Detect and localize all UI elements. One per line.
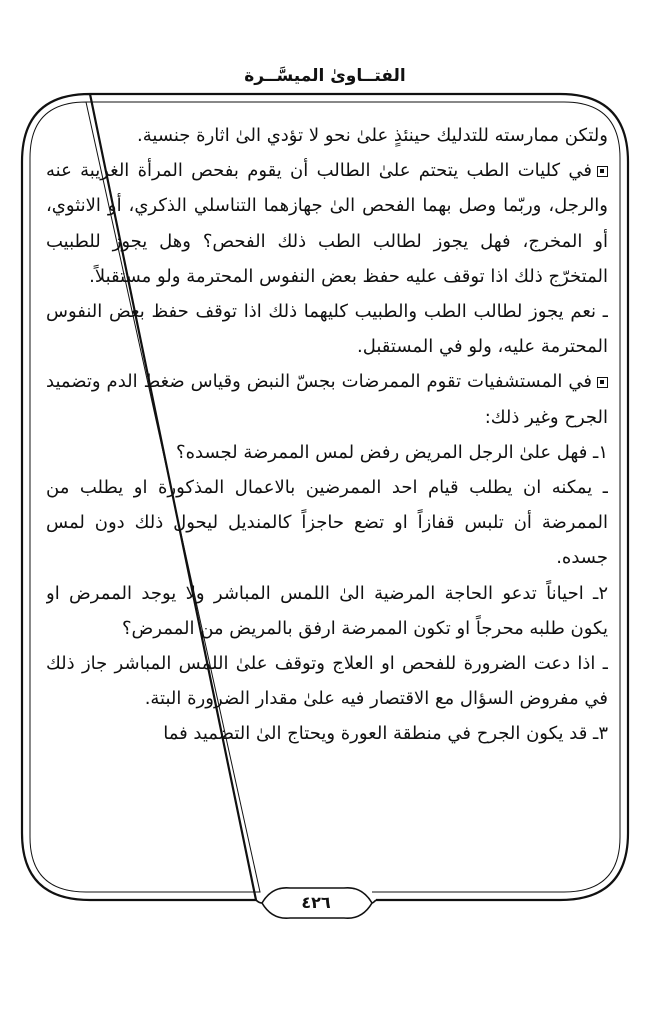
- paragraph-5: ١ـ فهل علىٰ الرجل المريض رفض لمس الممرضة لجسده؟: [176, 441, 608, 463]
- paragraph-8: ـ اذا دعت الضرورة للفحص او العلاج وتوقف علىٰ اللمس المباشر جاز ذلك في مفروض السؤال مع الاقتصار فيه علىٰ مقدار الضرورة البتة.: [46, 653, 608, 710]
- paragraph-6: ـ يمكنه ان يطلب قيام احد الممرضين بالاعمال المذكورة او يطلب من الممرضة أن تلبس قفازاً او تضع حاجزاً كالمنديل ليحول ذلك دون لمس جسده.: [46, 477, 608, 569]
- page-number: ٤٢٦: [301, 893, 331, 912]
- running-header: الفتــاوىٰ الميسَّــرة: [244, 66, 406, 86]
- paragraph-3: ـ نعم يجوز لطالب الطب والطبيب كليهما ذلك اذا توقف حفظ بعض النفوس المحترمة عليه، ولو في المستقبل.: [46, 301, 608, 358]
- paragraph-4: في المستشفيات تقوم الممرضات بجسّ النبض وقياس ضغط الدم وتضميد الجرح وغير ذلك:: [46, 371, 608, 428]
- paragraph-9: ٣ـ قد يكون الجرح في منطقة العورة ويحتاج الىٰ التضميد فما: [163, 723, 608, 745]
- question-bullet-icon: [597, 166, 608, 177]
- question-bullet-icon: [597, 377, 608, 388]
- paragraph-1: ولتكن ممارسته للتدليك حينئذٍ علىٰ نحو لا تؤدي الىٰ اثارة جنسية.: [137, 125, 608, 146]
- paragraph-7: ٢ـ احياناً تدعو الحاجة المرضية الىٰ اللمس المباشر ولا يوجد الممرض او يكون طلبه محرجاً او تكون الممرضة ارفق بالمريض من الممرض؟: [46, 582, 608, 639]
- paragraph-2: في كليات الطب يتحتم علىٰ الطالب أن يقوم بفحص المرأة الغريبة عنه والرجل، وربّما وصل بهما الفحص الىٰ جهازهما التناسلي الذكري، أو الانثوي، أو المخرج، فهل يجوز لطالب الطب ذلك الفحص؟ وهل يجوز للطبيب المتخرّج ذلك اذا توقف عليه حفظ بعض النفوس المحترمة ولو مستقبلاً.: [46, 160, 608, 287]
- page-body: [46, 118, 608, 888]
